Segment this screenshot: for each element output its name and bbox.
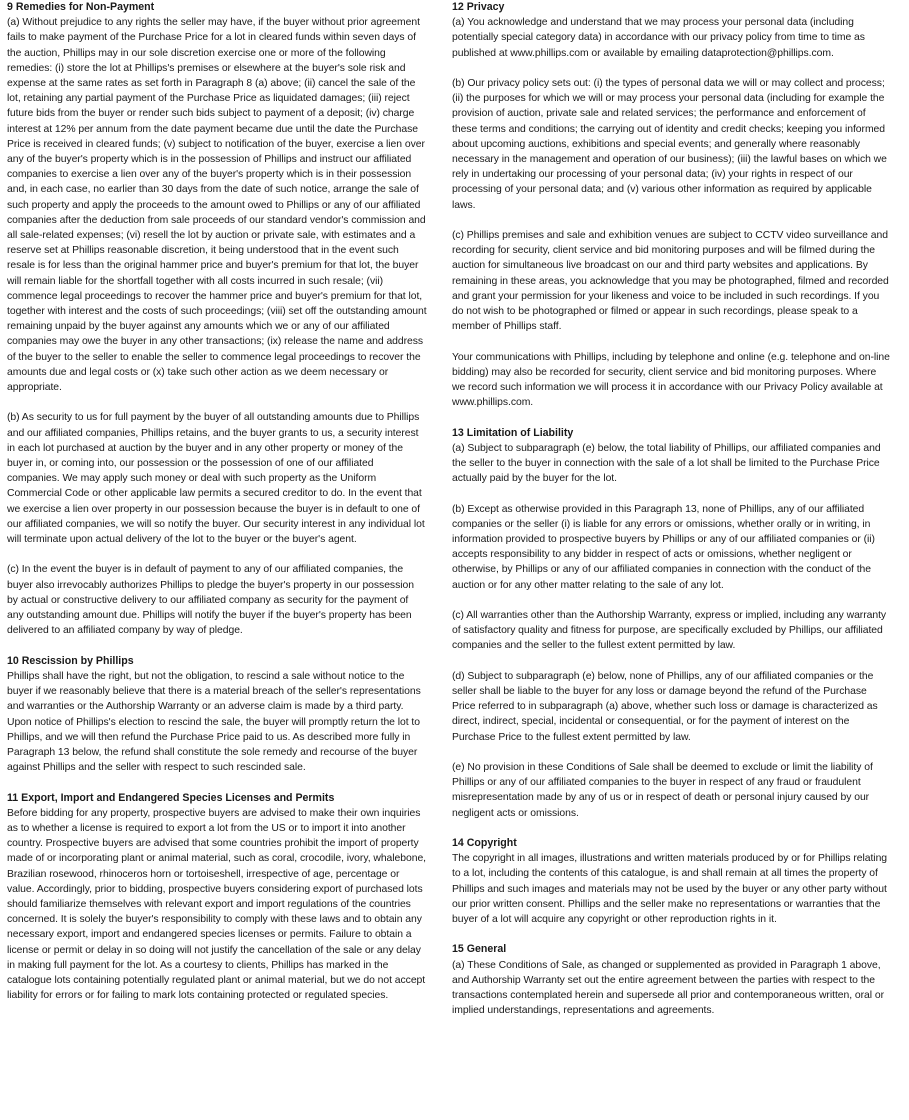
paragraph: (c) Phillips premises and sale and exhibition venues are subject to CCTV video surveillance and recording for security, client service and bid monitoring purposes and will be filmed during the auction for simultaneous live broadcast on our and third party websites and applications. By remaining in these areas, you acknowledge that you may be photographed, filmed and recorded and grant your permission for your likeness and voice to be included in such recordings. If you do not wish to be photographed or filmed or appear in such recordings, please speak to a member of Phillips staff. <box>452 230 889 333</box>
paragraph: (b) Except as otherwise provided in this Paragraph 13, none of Phillips, any of our affiliated companies or the seller (i) is liable for any errors or omissions, whether orally or in writing, in information provided to prospective buyers by Phillips or any of our affiliated companies or (ii) accepts responsibility to any bidder in respect of acts or omissions, whether negligent or otherwise, by Phillips or any of our affiliated companies in connection with the conduct of the auction or for any other matter relating to the sale of any lot. <box>452 503 875 591</box>
paragraph: (b) As security to us for full payment by the buyer of all outstanding amounts due to Phillips and our affiliated companies, Phillips retains, and the buyer grants to us, a security interest in each lot purchased at auction by the buyer and in any other property or money of the buyer in, or coming into, our possession or the possession of one of our affiliated companies. We may apply such money or deal with such property as the Uniform Commercial Code or other applicable law permits a secured creditor to do. In the event that we exercise a lien over property in our possession because the buyer is in default to one of our affiliated companies, we will so notify the buyer. Our security interest in any individual lot will terminate upon actual delivery of the lot to the buyer or the buyer's agent. <box>7 412 425 546</box>
paragraph: Your communications with Phillips, including by telephone and online (e.g. telephone and on-line bidding) may also be recorded for security, client service and bid monitoring purposes. Where we record such information we will process it in accordance with our Privacy Policy available at www.phillips.com. <box>452 351 890 409</box>
paragraph: (a) Without prejudice to any rights the seller may have, if the buyer without prior agreement fails to make payment of the Purchase Price for a lot in cleared funds within seven days of the auction, Phillips may in our sole discretion exercise one or more of the following remedies: (i) store the lot at Phillips's premises or elsewhere at the buyer's sole risk and expense at the same rates as set forth in Paragraph 8 (a) above; (ii) cancel the sale of the lot, retaining any partial payment of the Purchase Price as liquidated damages; (iii) reject future bids from the buyer or render such bids subject to payment of a deposit; (iv) charge interest at 12% per annum from the date payment became due until the date the Purchase Price is received in cleared funds; (v) subject to notification of the buyer, exercise a lien over any of the buyer's property which is in the possession of Phillips and instruct our affiliated companies to exercise a lien over any of the buyer's property which is in their possession and, in each case, no earlier than 30 days from the date of such notice, arrange the sale of such property and apply the proceeds to the amount owed to Phillips or any of our affiliated companies after the deduction from sale proceeds of our standard vendor's commission and all sale-related expenses; (vi) resell the lot by auction or private sale, with estimates and a reserve set at Phillips reasonable discretion, it being understood that in the event such resale is for less than the original hammer price and buyer's premium for that lot, the buyer will remain liable for the shortfall together with all costs incurred in such resale; (vii) commence legal proceedings to recover the hammer price and buyer's premium for that lot, together with interest and the costs of such proceedings; (viii) set off the outstanding amount remaining unpaid by the buyer against any amounts which we or any of our affiliated companies may owe the buyer in any other transactions; (ix) release the name and address of the buyer to the seller to enable the seller to commence legal proceedings to recover the amounts due and legal costs or (x) take such other action as we deem necessary or appropriate. <box>7 17 427 394</box>
section-heading: 9 Remedies for Non-Payment <box>7 1 155 13</box>
paragraph: (b) Our privacy policy sets out: (i) the types of personal data we will or may collect and process; (ii) the purposes for which we will or may process your personal data (including for example the provision of auction, private sale and related services; the performance and enforcement of these terms and conditions; the carrying out of identity and credit checks; keeping you informed about upcoming auctions, exhibitions and special events; and generally where reasonably necessary in the management and operation of our business); (iii) the lawful bases on which we rely in undertaking our processing of your personal data; (iv) your rights in respect of our processing of your personal data; and (v) various other information as required by applicable laws. <box>452 78 887 211</box>
paragraph: (c) All warranties other than the Authorship Warranty, express or implied, including any warranty of satisfactory quality and fitness for purpose, are specifically excluded by Phillips, our affiliated companies and the seller to the fullest extent permitted by law. <box>452 610 887 652</box>
section-13-limitation <box>452 426 892 821</box>
section-14-copyright <box>452 836 892 927</box>
paragraph: (a) Subject to subparagraph (e) below, the total liability of Phillips, our affiliated companies and the seller to the buyer in connection with the sale of a lot shall be limited to the Purchase Price actually paid by the buyer for the lot. <box>452 442 881 485</box>
section-10-rescission <box>7 654 427 776</box>
paragraph: (a) You acknowledge and understand that we may process your personal data (including potentially special category data) in accordance with our privacy policy from time to time as published at www.phillips.com or available by emailing dataprotection@phillips.com. <box>452 17 865 59</box>
paragraph: (e) No provision in these Conditions of Sale shall be deemed to exclude or limit the liability of Phillips or any of our affiliated companies to the buyer in respect of any fraud or fraudulent misrepresentation made by any of us or in respect of death or personal injury caused by our negligent acts or omissions. <box>452 762 873 819</box>
section-12-privacy <box>452 0 892 410</box>
section-heading: 10 Rescission by Phillips <box>7 654 134 667</box>
section-heading: 13 Limitation of Liability <box>452 426 574 439</box>
section-heading: 14 Copyright <box>452 837 517 850</box>
section-15-general <box>452 942 892 1018</box>
section-11-export-import <box>7 791 427 1004</box>
paragraph: Before bidding for any property, prospective buyers are advised to make their own inquiries as to whether a license is required to export a lot from the US or to import it into another country. Prospective buyers are advised that some countries prohibit the import of property made of or incorporating plant or animal material, such as coral, crocodile, ivory, whalebone, Brazilian rosewood, rhinoceros horn or tortoiseshell, irrespective of age, percentage or value. Accordingly, prior to bidding, prospective buyers considering export of purchased lots should familiarize themselves with relevant export and import regulations of the countries concerned. It is solely the buyer's responsibility to comply with these laws and to obtain any necessary export, import and endangered species licenses or permits. Failure to obtain a license or permit or delay in so doing will not justify the cancellation of the sale or any delay in making full payment for the lot. As a courtesy to clients, Phillips has marked in the catalogue lots containing potentially regulated plant or animal material, but we do not accept liability for errors or for failing to mark lots containing protected or regulated species. <box>7 807 427 1002</box>
paragraph: (c) In the event the buyer is in default of payment to any of our affiliated companies, the buyer also irrevocably authorizes Phillips to pledge the buyer's property in our possession by actual or constructive delivery to our affiliated company as security for the payment of any outstanding amount due. Phillips will notify the buyer if the buyer's property has been delivered to an affiliated company by way of pledge. <box>7 564 414 637</box>
paragraph: Phillips shall have the right, but not the obligation, to rescind a sale without notice to the buyer if we reasonably believe that there is a material breach of the seller's representations and warranties or the Authorship Warranty or an adverse claim is made by a third party. Upon notice of Phillips's election to rescind the sale, the buyer will promptly return the lot to Phillips, and we will then refund the Purchase Price paid to us. As described more fully in Paragraph 13 below, the refund shall constitute the sole remedy and recourse of the buyer against Phillips and the seller with respect to such rescinded sale. <box>7 670 421 774</box>
right-column <box>452 0 892 1018</box>
section-heading: 15 General <box>452 943 507 956</box>
paragraph: (a) These Conditions of Sale, as changed or supplemented as provided in Paragraph 1 above, and Authorship Warranty set out the entire agreement between the parties with respect to the transactions contemplated herein and supersede all prior and contemporaneous written, oral or implied understandings, representations and agreements. <box>452 959 885 1017</box>
paragraph: (d) Subject to subparagraph (e) below, none of Phillips, any of our affiliated companies or the seller shall be liable to the buyer for any loss or damage beyond the refund of the Purchase Price referred to in subparagraph (a) above, whether such loss or damage is characterized as direct, indirect, special, incidental or consequential, or for the payment of interest on the Purchase Price to the fullest extent permitted by law. <box>452 670 878 743</box>
left-column <box>7 0 427 1003</box>
section-heading: 12 Privacy <box>452 1 505 13</box>
section-heading: 11 Export, Import and Endangered Species Licenses and Permits <box>7 791 335 804</box>
section-9-remedies <box>7 0 427 639</box>
paragraph: The copyright in all images, illustrations and written materials produced by or for Phillips relating to a lot, including the contents of this catalogue, is and shall remain at all times the property of Phillips and such images and materials may not be used by the buyer or any other party without our prior written consent. Phillips and the seller make no representations or warranties that the buyer of a lot will acquire any copyright or other reproduction rights in it. <box>452 853 888 926</box>
